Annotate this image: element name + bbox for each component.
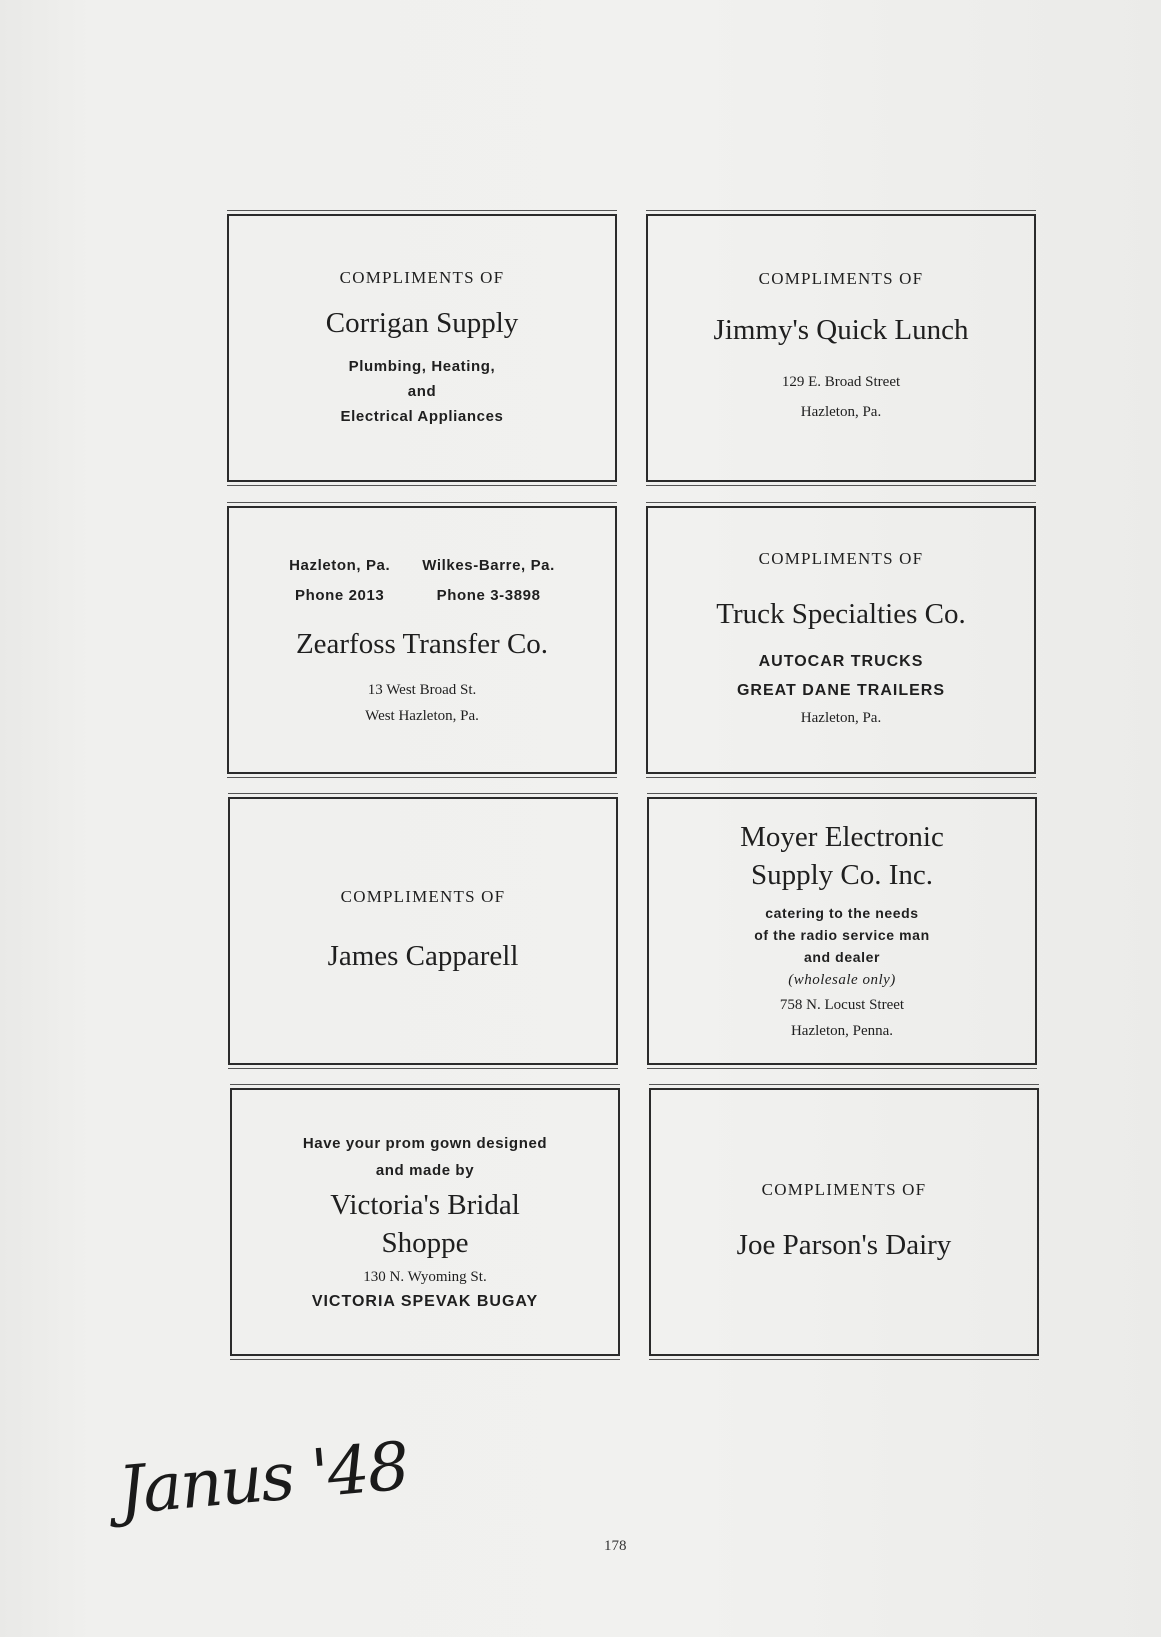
ad-corrigan-supply: [227, 214, 617, 482]
ad-line: Electrical Appliances: [340, 407, 504, 425]
address: 13 West Broad St.: [367, 682, 477, 698]
page-number: 178: [604, 1538, 627, 1554]
business-name-line: Shoppe: [381, 1227, 469, 1259]
compliments-label: COMPLIMENTS OF: [761, 1180, 927, 1199]
ad-james-capparell: [228, 797, 618, 1065]
business-name: Truck Specialties Co.: [716, 598, 966, 630]
ad-jimmys-quick-lunch: [646, 214, 1036, 482]
business-name: James Capparell: [327, 940, 519, 972]
city: Hazleton, Penna.: [790, 1023, 894, 1039]
owner-name: VICTORIA SPEVAK BUGAY: [311, 1293, 539, 1310]
ad-line: Plumbing, Heating,: [348, 357, 496, 375]
address: 130 N. Wyoming St.: [363, 1269, 487, 1285]
description-line: and dealer: [803, 949, 881, 965]
contact-hazleton: [289, 551, 390, 611]
product-line: AUTOCAR TRUCKS: [758, 653, 924, 670]
ad-joe-parsons-dairy: [649, 1088, 1039, 1356]
phone: Phone 2013: [295, 587, 385, 604]
business-name-line: Victoria's Bridal: [330, 1189, 520, 1221]
city: West Hazleton, Pa.: [365, 708, 479, 724]
business-name: Corrigan Supply: [325, 306, 519, 339]
city: Hazleton, Pa.: [289, 557, 391, 574]
ad-victorias-bridal: [230, 1088, 620, 1356]
business-name: Zearfoss Transfer Co.: [295, 628, 549, 660]
intro-line: Have your prom gown designed: [302, 1135, 548, 1152]
ad-line: and: [407, 382, 437, 400]
address: 758 N. Locust Street: [779, 997, 905, 1013]
intro-line: and made by: [375, 1162, 475, 1179]
compliments-label: COMPLIMENTS OF: [758, 549, 924, 568]
city: Wilkes-Barre, Pa.: [422, 557, 555, 574]
business-name-line: Supply Co. Inc.: [750, 859, 934, 891]
wholesale-note: (wholesale only): [788, 972, 896, 988]
compliments-label: COMPLIMENTS OF: [758, 269, 924, 288]
ad-zearfoss-transfer: [227, 506, 617, 774]
business-name-line: Moyer Electronic: [740, 821, 944, 853]
compliments-label: COMPLIMENTS OF: [339, 267, 505, 287]
ad-truck-specialties: [646, 506, 1036, 774]
product-line: GREAT DANE TRAILERS: [736, 682, 946, 699]
business-name: Joe Parson's Dairy: [736, 1229, 952, 1261]
contact-columns: [289, 551, 555, 611]
contact-wilkes-barre: [422, 551, 555, 611]
city: Hazleton, Pa.: [800, 710, 882, 726]
business-name: Jimmy's Quick Lunch: [713, 314, 969, 346]
ad-moyer-electronic: [647, 797, 1037, 1065]
address: 129 E. Broad Street: [781, 374, 901, 390]
description-line: of the radio service man: [754, 927, 930, 943]
compliments-label: COMPLIMENTS OF: [340, 887, 506, 906]
yearbook-signature: Janus '48: [115, 1427, 411, 1530]
description-line: catering to the needs: [765, 905, 919, 921]
city: Hazleton, Pa.: [800, 404, 882, 420]
phone: Phone 3-3898: [436, 587, 541, 604]
